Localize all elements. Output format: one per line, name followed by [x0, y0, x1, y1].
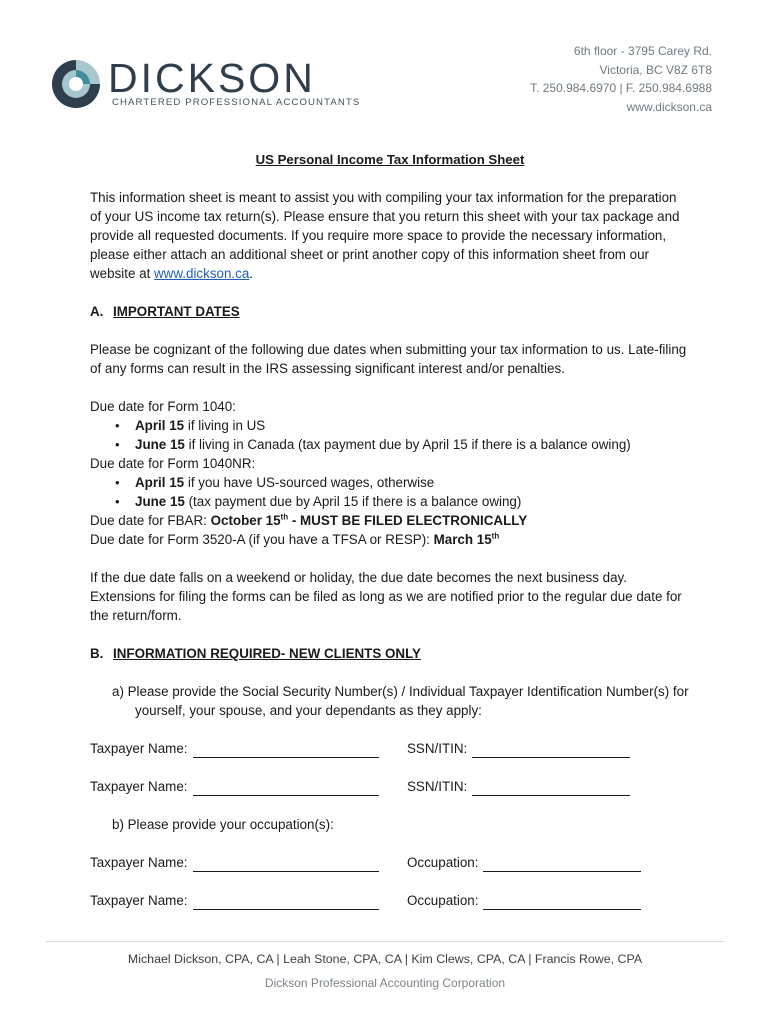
ssn-row-2 [90, 777, 690, 796]
taxpayer-name-field [90, 891, 379, 910]
due-date-note: (tax payment due by April 15 if there is a balance owing) [184, 494, 522, 509]
due-date-bold: April 15 [135, 418, 185, 433]
list-item [90, 416, 690, 435]
fbar-due-date [90, 511, 690, 530]
due-date-bold: June 15 [135, 437, 185, 452]
occupation-row-2 [90, 891, 690, 910]
intro-text: This information sheet is meant to assist you with compiling your tax information for the preparation of your US income tax return(s). Please ensure that you return this sheet with your tax package and provide all requested documents. If you require more space to provide the necessary information, please either attach an additional sheet or print another copy of this information sheet from our website at [90, 190, 680, 281]
taxpayer-name-input[interactable] [193, 743, 379, 758]
ssn-itin-input[interactable] [472, 743, 630, 758]
occupation-field [407, 891, 641, 910]
occupation-field [407, 853, 641, 872]
item-b-instructions: b) Please provide your occupation(s): [112, 817, 334, 832]
form-3520a-due-date [90, 530, 690, 549]
company-name: DICKSON [108, 55, 316, 101]
address-phone-fax: T. 250.984.6970 | F. 250.984.6988 [530, 81, 712, 95]
form-1040nr-label: Due date for Form 1040NR: [90, 456, 256, 471]
fbar-date [211, 513, 528, 528]
fbar-date-text: October 15 [210, 513, 281, 528]
due-date-note: if you have US-sourced wages, otherwise [184, 475, 435, 490]
taxpayer-name-label: Taxpayer Name: [90, 741, 188, 756]
form-3520a-date [434, 532, 500, 547]
footer-divider [46, 941, 724, 942]
taxpayer-name-input[interactable] [193, 895, 379, 910]
list-item [90, 435, 690, 454]
ssn-row-1 [90, 739, 690, 758]
taxpayer-name-input[interactable] [193, 857, 379, 872]
list-item [90, 473, 690, 492]
list-item [90, 492, 690, 511]
form-3520a-label: Due date for Form 3520-A (if you have a TFSA or RESP): [90, 532, 434, 547]
occupation-row-1 [90, 853, 690, 872]
address-line-2: Victoria, BC V8Z 6T8 [599, 62, 712, 77]
weekend-holiday-note: If the due date falls on a weekend or holiday, the due date becomes the next business day. Extensions for filing the forms can be filed as long as we are notified prior to the regular due date for the return/form. [90, 570, 682, 623]
section-b-title: INFORMATION REQUIRED- NEW CLIENTS ONLY [113, 646, 421, 661]
fbar-note: - MUST BE FILED ELECTRONICALLY [288, 513, 528, 528]
due-dates-intro: Please be cognizant of the following due dates when submitting your tax information to us. Late-filing of any forms can result in the IRS assessing significant interest and/or penalties. [90, 342, 687, 376]
item-a-instructions: a) Please provide the Social Security Number(s) / Individual Taxpayer Identification Number(s) for yourself, your spouse, and your dependants as they apply: [112, 684, 689, 718]
occupation-input[interactable] [483, 857, 641, 872]
website-link[interactable]: www.dickson.ca [154, 266, 250, 281]
form-1040-label: Due date for Form 1040: [90, 399, 236, 414]
taxpayer-name-label: Taxpayer Name: [90, 779, 188, 794]
occupation-label: Occupation: [407, 855, 479, 870]
section-a-heading [90, 302, 690, 321]
address-line-1: 6th floor - 3795 Carey Rd. [573, 44, 712, 58]
company-subtitle: CHARTERED PROFESSIONAL ACCOUNTANTS [112, 97, 361, 108]
taxpayer-name-input[interactable] [193, 781, 379, 796]
ssn-itin-field [407, 739, 630, 758]
company-address [530, 42, 712, 116]
ssn-itin-input[interactable] [472, 781, 630, 796]
due-date-note: if living in US [184, 418, 266, 433]
taxpayer-name-label: Taxpayer Name: [90, 893, 188, 908]
section-b-heading [90, 644, 690, 663]
due-date-bold: April 15 [135, 475, 185, 490]
taxpayer-name-field [90, 739, 379, 758]
footer-corporation: Dickson Professional Accounting Corporation [264, 976, 506, 990]
company-logo [50, 55, 361, 112]
intro-end: . [249, 266, 254, 281]
taxpayer-name-label: Taxpayer Name: [90, 855, 188, 870]
section-b-number: B. [90, 646, 104, 661]
section-a-title: IMPORTANT DATES [113, 304, 240, 319]
due-date-note: if living in Canada (tax payment due by April 15 if there is a balance owing) [184, 437, 631, 452]
ssn-itin-field [407, 777, 630, 796]
ssn-itin-label: SSN/ITIN: [407, 741, 468, 756]
form-3520a-date-text: March 15 [433, 532, 492, 547]
footer-partners: Michael Dickson, CPA, CA | Leah Stone, CPA, CA | Kim Clews, CPA, CA | Francis Rowe, CPA [127, 952, 643, 966]
occupation-label: Occupation: [407, 893, 479, 908]
fbar-label: Due date for FBAR: [90, 513, 211, 528]
logo-swirl-icon [50, 58, 102, 110]
document-title: US Personal Income Tax Information Sheet [255, 152, 525, 167]
fbar-date-suffix: th [280, 512, 289, 522]
form-3520a-date-suffix: th [491, 531, 500, 541]
address-website: www.dickson.ca [626, 99, 712, 114]
occupation-input[interactable] [483, 895, 641, 910]
taxpayer-name-field [90, 777, 379, 796]
document-body [90, 150, 690, 910]
form-1040nr-dates [90, 473, 690, 511]
ssn-itin-label: SSN/ITIN: [407, 779, 468, 794]
intro-paragraph [90, 188, 690, 283]
taxpayer-name-field [90, 853, 379, 872]
form-1040-dates [90, 416, 690, 454]
due-date-bold: June 15 [135, 494, 185, 509]
section-a-number: A. [90, 304, 104, 319]
